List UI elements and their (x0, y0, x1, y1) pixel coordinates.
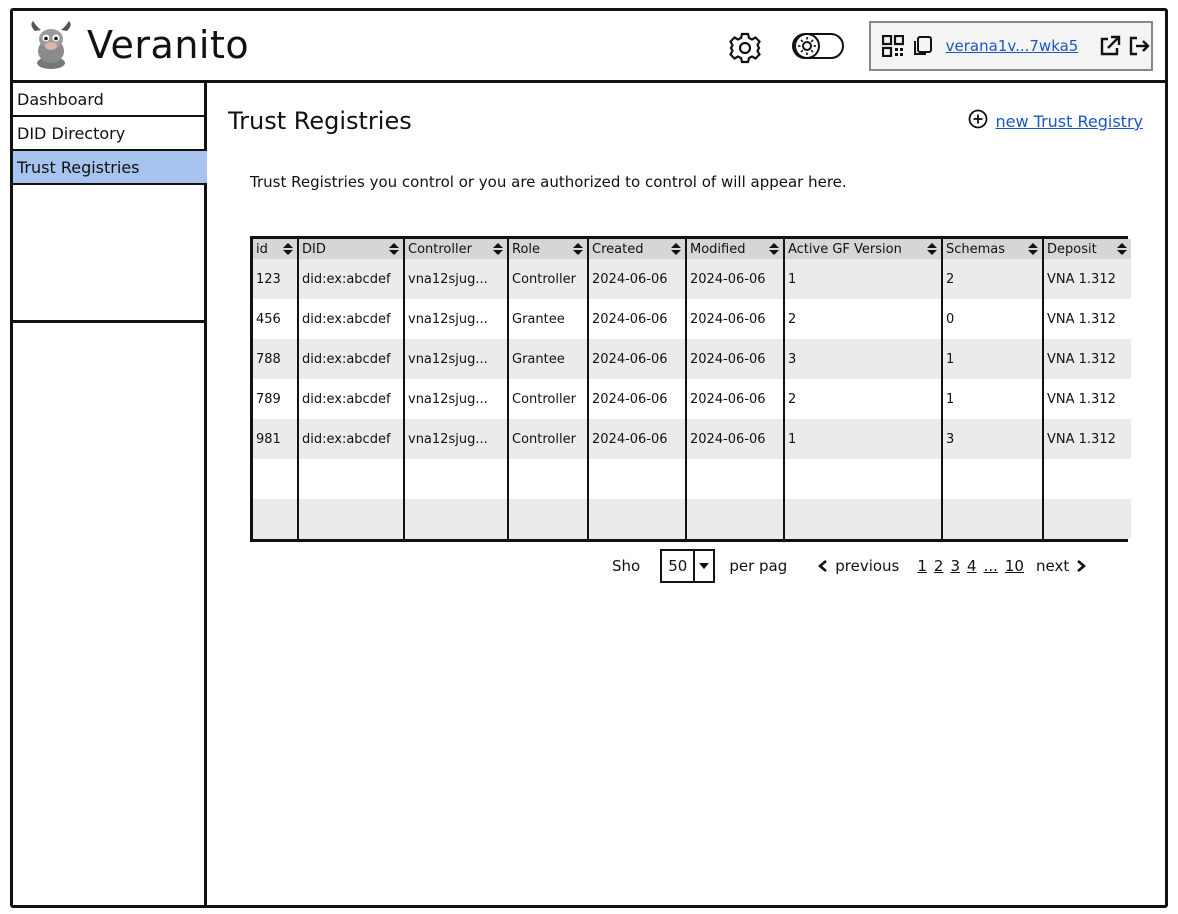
copy-icon[interactable] (910, 33, 933, 59)
column-header[interactable] (942, 239, 1043, 259)
table-cell: Controller (508, 379, 588, 419)
plus-circle-icon (968, 109, 988, 134)
page-link[interactable]: 3 (950, 557, 961, 575)
wallet-box (869, 21, 1153, 71)
table-cell: vna12sjug... (404, 299, 508, 339)
table-cell: 123 (253, 259, 298, 299)
table-cell: did:ex:abcdef (298, 379, 404, 419)
column-header-label: Created (592, 241, 644, 257)
qr-code-icon[interactable] (881, 33, 904, 59)
intro-text: Trust Registries you control or you are authorized to control of will appear here. (250, 173, 847, 191)
column-header-label: id (256, 241, 268, 257)
per-page-value: 50 (668, 557, 688, 575)
per-page-label: per pag (729, 557, 788, 575)
table-cell: did:ex:abcdef (298, 339, 404, 379)
table-cell (1043, 499, 1131, 539)
table-cell: 2024-06-06 (588, 259, 686, 299)
sort-icon[interactable] (670, 242, 682, 256)
gear-icon[interactable] (727, 30, 763, 66)
table-cell: 2024-06-06 (588, 339, 686, 379)
table-cell: 2024-06-06 (686, 259, 784, 299)
show-label: Sho (612, 557, 641, 575)
column-header-inner (302, 242, 400, 257)
trust-registries-table (250, 236, 1128, 542)
table-cell (508, 499, 588, 539)
sidebar-item-dashboard[interactable] (13, 83, 207, 117)
table-cell (404, 459, 508, 499)
table-cell (588, 459, 686, 499)
column-header[interactable] (588, 239, 686, 259)
table-row[interactable] (253, 499, 1131, 539)
column-header-label: DID (302, 241, 326, 257)
table-cell: Grantee (508, 339, 588, 379)
table-cell: did:ex:abcdef (298, 299, 404, 339)
external-link-icon[interactable] (1098, 33, 1121, 59)
next-label: next (1035, 557, 1070, 575)
sort-icon[interactable] (492, 242, 504, 256)
table-cell: Grantee (508, 299, 588, 339)
table-row[interactable] (253, 299, 1131, 339)
column-header-inner (592, 242, 682, 257)
column-header-label: Modified (690, 241, 746, 257)
sidebar-nav (13, 83, 207, 323)
table-cell: vna12sjug... (404, 339, 508, 379)
theme-toggle[interactable] (791, 30, 845, 62)
sort-icon[interactable] (572, 242, 584, 256)
table-cell: 2 (784, 379, 942, 419)
table-cell (253, 499, 298, 539)
sidebar-item-label: Dashboard (17, 89, 104, 109)
table-cell (508, 459, 588, 499)
table-cell (784, 459, 942, 499)
table-cell: VNA 1.312 (1043, 259, 1131, 299)
table-cell: 2024-06-06 (588, 299, 686, 339)
table-cell (686, 459, 784, 499)
sidebar-item-did-directory[interactable] (13, 117, 207, 151)
sidebar-item-label: Trust Registries (17, 157, 140, 177)
table-cell: 1 (942, 339, 1043, 379)
column-header-inner (256, 242, 294, 257)
table-cell (253, 459, 298, 499)
column-header-inner (946, 242, 1039, 257)
new-trust-registry-label: new Trust Registry (995, 112, 1143, 131)
table-row[interactable] (253, 459, 1131, 499)
column-header-inner (512, 242, 584, 257)
column-header-label: Deposit (1047, 241, 1097, 257)
table-cell: vna12sjug... (404, 379, 508, 419)
app-window (10, 8, 1168, 908)
table-cell: 2024-06-06 (686, 299, 784, 339)
wallet-address-link[interactable]: verana1v...7wka5 (945, 37, 1079, 55)
sort-icon[interactable] (388, 242, 400, 256)
chevron-right-icon (1075, 559, 1087, 573)
sidebar (13, 83, 207, 908)
column-header[interactable] (784, 239, 942, 259)
per-page-select[interactable] (660, 549, 715, 583)
table-cell (1043, 459, 1131, 499)
next-button[interactable] (1036, 557, 1087, 575)
table-cell: 2024-06-06 (686, 419, 784, 459)
table-cell (686, 499, 784, 539)
table-cell (588, 499, 686, 539)
caret-down-icon[interactable] (693, 551, 713, 581)
table-cell: 2 (784, 299, 942, 339)
column-header-inner (690, 242, 780, 257)
column-header-inner (1047, 242, 1128, 257)
table-cell: 788 (253, 339, 298, 379)
table-cell (784, 499, 942, 539)
table-cell: 3 (784, 339, 942, 379)
column-header[interactable] (298, 239, 404, 259)
table-body (253, 259, 1131, 539)
main-content (210, 83, 1165, 908)
table-row[interactable] (253, 339, 1131, 379)
table-cell: 1 (784, 419, 942, 459)
table-cell: vna12sjug... (404, 259, 508, 299)
table-cell: vna12sjug... (404, 419, 508, 459)
page-link[interactable]: 2 (933, 557, 944, 575)
table-cell: VNA 1.312 (1043, 419, 1131, 459)
sort-icon[interactable] (1027, 242, 1039, 256)
table-cell: 2024-06-06 (686, 379, 784, 419)
logout-icon[interactable] (1128, 33, 1151, 59)
table-row[interactable] (253, 259, 1131, 299)
page-link[interactable]: 4 (967, 557, 977, 575)
table-cell (298, 499, 404, 539)
table-cell: VNA 1.312 (1043, 299, 1131, 339)
sort-icon[interactable] (282, 242, 294, 256)
sidebar-item-trust-registries[interactable] (13, 151, 207, 185)
table-cell: did:ex:abcdef (298, 259, 404, 299)
table-cell: 2 (942, 259, 1043, 299)
table-cell: Controller (508, 259, 588, 299)
sort-icon[interactable] (768, 242, 780, 256)
table-cell: 1 (784, 259, 942, 299)
table-cell: 2024-06-06 (588, 419, 686, 459)
column-header-label: Role (512, 241, 541, 257)
page-ellipsis: ... (983, 557, 998, 575)
table-header-row (253, 239, 1131, 259)
column-header-inner (408, 242, 504, 257)
table-cell (404, 499, 508, 539)
table-row[interactable] (253, 379, 1131, 419)
yak-logo-icon (25, 19, 77, 71)
table-cell: 456 (253, 299, 298, 339)
table-cell: Controller (508, 419, 588, 459)
table-cell: 981 (253, 419, 298, 459)
table-row[interactable] (253, 419, 1131, 459)
sort-icon[interactable] (1116, 242, 1128, 256)
sort-icon[interactable] (926, 242, 938, 256)
table-cell: VNA 1.312 (1043, 379, 1131, 419)
column-header[interactable] (1043, 239, 1131, 259)
chevron-left-icon (817, 559, 829, 573)
table-cell: did:ex:abcdef (298, 419, 404, 459)
table-cell: 789 (253, 379, 298, 419)
column-header-inner (788, 242, 938, 257)
table-cell: 3 (942, 419, 1043, 459)
previous-button[interactable] (817, 557, 899, 575)
page-link[interactable]: 1 (917, 557, 927, 575)
column-header-label: Controller (408, 241, 472, 257)
column-header[interactable] (686, 239, 784, 259)
table-cell (942, 459, 1043, 499)
column-header[interactable] (404, 239, 508, 259)
app-title: Veranito (87, 23, 250, 67)
page-link[interactable]: 10 (1004, 557, 1024, 575)
table-cell: 0 (942, 299, 1043, 339)
new-trust-registry-button[interactable] (968, 109, 1144, 134)
table-cell: 2024-06-06 (686, 339, 784, 379)
column-header-label: Active GF Version (788, 241, 902, 257)
column-header[interactable] (253, 239, 298, 259)
logo (25, 19, 249, 71)
column-header-label: Schemas (946, 241, 1006, 257)
sidebar-item-label: DID Directory (17, 123, 126, 143)
table-cell (298, 459, 404, 499)
table-cell: 1 (942, 379, 1043, 419)
table-cell: VNA 1.312 (1043, 339, 1131, 379)
column-header[interactable] (508, 239, 588, 259)
table-cell (942, 499, 1043, 539)
table-cell: 2024-06-06 (588, 379, 686, 419)
top-header (13, 11, 1165, 83)
page-title: Trust Registries (228, 107, 412, 135)
previous-label: previous (835, 557, 900, 575)
pagination (612, 549, 1087, 583)
